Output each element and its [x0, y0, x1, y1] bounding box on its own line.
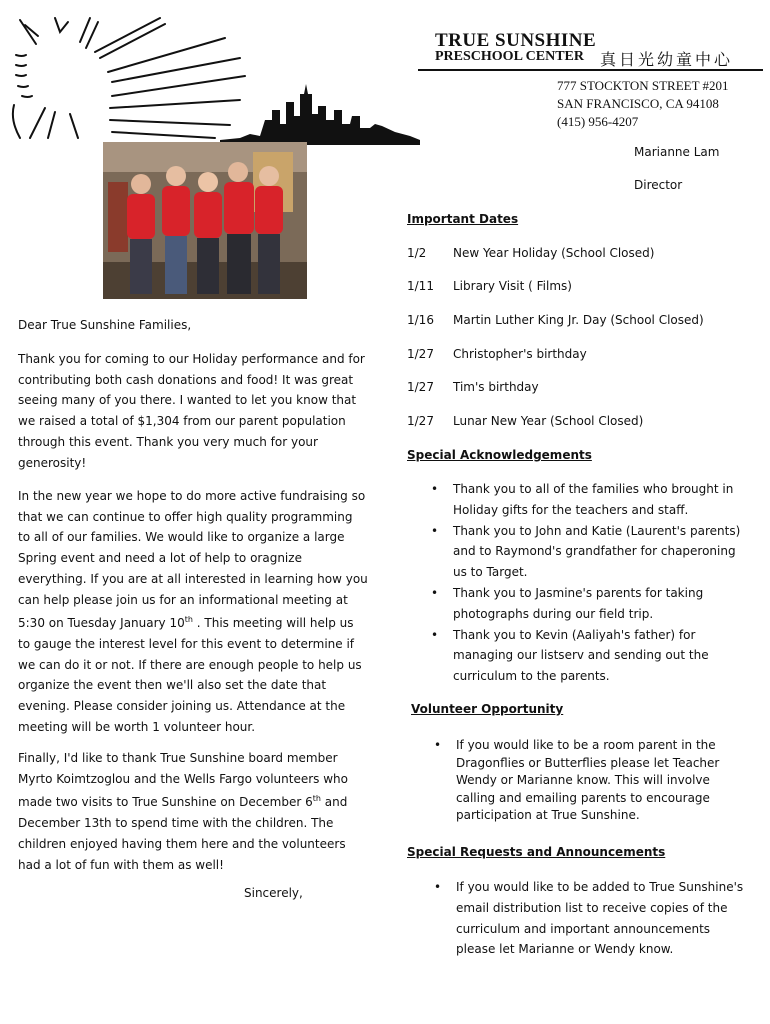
date-event: Christopher's birthday — [453, 347, 587, 361]
list-item: • If you would like to be added to True Sunshine's email distribution list to receive copies of the curriculum and important announcements please let Marianne or Wendy know. — [432, 877, 750, 960]
paragraph-2-ordinal: th — [184, 615, 193, 625]
address-city: SAN FRANCISCO, CA 94108 — [557, 96, 719, 111]
city-skyline-illustration — [220, 80, 420, 145]
list-item: • Thank you to Jasmine's parents for taking photographs during our field trip. — [429, 583, 753, 625]
volunteer-heading: Volunteer Opportunity — [411, 702, 564, 716]
paragraph-2-text — [18, 486, 368, 737]
address-street: 777 STOCKTON STREET #201 — [557, 78, 729, 93]
signature-role: Director — [634, 178, 683, 192]
date-value: 1/27 — [407, 347, 434, 361]
date-value: 1/27 — [407, 380, 434, 394]
requests-list — [432, 877, 750, 960]
signature-name: Marianne Lam — [634, 145, 720, 159]
date-row — [407, 414, 643, 428]
brand-title: TRUE SUNSHINE — [435, 30, 597, 51]
letter-paragraph-3 — [18, 748, 368, 875]
date-value: 1/11 — [407, 279, 434, 293]
paragraph-3-part-b: and December 13th to spend time with the children. The children enjoyed having them here and the volunteers had a lot of fun with them as well! — [18, 795, 348, 872]
letter-paragraph-2 — [18, 486, 368, 737]
brand-chinese-name: 真日光幼童中心 — [600, 50, 734, 69]
requests-heading: Special Requests and Announcements — [407, 845, 666, 859]
list-item: • Thank you to Kevin (Aaliyah's father) for managing our listserv and sending out the curriculum to the parents. — [429, 625, 753, 687]
date-event: Martin Luther King Jr. Day (School Closed) — [453, 313, 704, 327]
paragraph-3-ordinal: th — [312, 794, 321, 804]
date-row — [407, 313, 704, 327]
paragraph-2-part-a: In the new year we hope to do more active fundraising so that we can continue to offer high quality programming to all of our families. We would like to organize a large Spring event and need a lot of help to oragnize everything. If you are at all interested in learning how you can help please join us for an informational meeting at 5:30 on Tuesday January 10 — [18, 489, 368, 631]
date-value: 1/2 — [407, 246, 427, 260]
paragraph-3-text — [18, 748, 368, 875]
paragraph-1-text: Thank you for coming to our Holiday performance and for contributing both cash donations and food! It was great seeing many of you there. I wanted to let you know that we raised a total of $1,304 from our parent population through this event. Thank you very much for your generosity! — [18, 352, 365, 470]
paragraph-3-part-a: Finally, I'd like to thank True Sunshine board member Myrto Koimtzoglou and the Wells Fargo volunteers who made two visits to True Sunshine on December 6 — [18, 751, 348, 810]
date-event: New Year Holiday (School Closed) — [453, 246, 655, 260]
list-item: • If you would like to be a room parent in the Dragonflies or Butterflies please let Teacher Wendy or Marianne know. This will involve calling and emailing parents to encourage participation at True Sunshine. — [432, 737, 752, 825]
date-row — [407, 279, 572, 293]
date-event: Lunar New Year (School Closed) — [453, 414, 644, 428]
staff-group-photo — [103, 142, 307, 299]
date-row — [407, 347, 587, 361]
staff-photo-illustration — [103, 142, 307, 299]
paragraph-2-part-b: . This meeting will help us to gauge the interest level for this event to determine if we can do it or not. If there are enough people to help us organize the event then we'll also set the date that evening. Please consider joining us. Attendance at the meeting will be worth 1 volunteer hour. — [18, 616, 362, 734]
letter-closing: Sincerely, — [244, 886, 303, 900]
important-dates-heading: Important Dates — [407, 212, 519, 226]
list-item: • Thank you to John and Katie (Laurent's parents) and to Raymond's grandfather for chaperoning us to Target. — [429, 521, 753, 583]
header-rule — [418, 69, 763, 71]
brand-subtitle: PRESCHOOL CENTER — [435, 49, 584, 64]
date-value: 1/27 — [407, 414, 434, 428]
address-phone: (415) 956-4207 — [557, 114, 639, 129]
date-event: Library Visit ( Films) — [453, 279, 572, 293]
acknowledgements-list — [429, 479, 753, 687]
volunteer-list — [432, 737, 752, 825]
letter-greeting: Dear True Sunshine Families, — [18, 318, 192, 332]
letter-paragraph-1 — [18, 349, 368, 473]
date-value: 1/16 — [407, 313, 434, 327]
date-row — [407, 246, 654, 260]
acknowledgements-heading: Special Acknowledgements — [407, 448, 592, 462]
date-event: Tim's birthday — [453, 380, 539, 394]
list-item: • Thank you to all of the families who brought in Holiday gifts for the teachers and staff. — [429, 479, 753, 521]
date-row — [407, 380, 539, 394]
